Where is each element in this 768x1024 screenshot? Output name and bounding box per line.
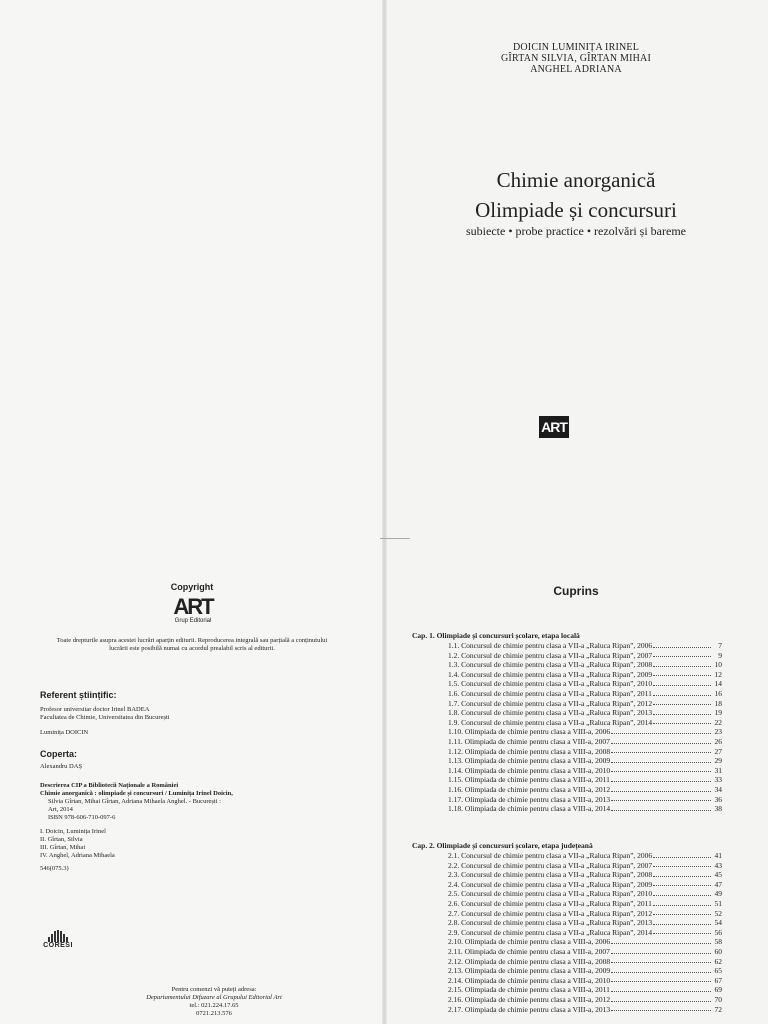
- toc-entry-label: 1.3. Concursul de chimie pentru clasa a VII-a „Raluca Ripan”, 2008: [448, 660, 653, 670]
- toc-entry-label: 2.6. Concursul de chimie pentru clasa a VII-a „Raluca Ripan”, 2011: [448, 898, 652, 908]
- toc-entry[interactable]: [448, 689, 722, 699]
- toc-leader-dots: [611, 937, 711, 944]
- toc-entry[interactable]: [448, 747, 722, 757]
- cip-index: IV. Anghel, Adriana Mihaela: [40, 852, 115, 859]
- coresi-bars-icon: [38, 930, 78, 942]
- order-line: Departamentului Difuzare al Grupului Editorial Art: [146, 994, 282, 1001]
- book-gutter: [382, 0, 387, 1024]
- toc-entry-label: 2.7. Concursul de chimie pentru clasa a VII-a „Raluca Ripan”, 2012: [448, 908, 653, 918]
- toc-entry-page: 47: [714, 879, 722, 889]
- order-line: Pentru comenzi vă puteți adresa:: [171, 986, 257, 993]
- book-subtitle: subiecte • probe practice • rezolvări și bareme: [466, 224, 686, 238]
- toc-entry-label: 1.11. Olimpiada de chimie pentru clasa a VIII-a, 2007: [448, 736, 610, 746]
- toc-entry-page: 69: [714, 985, 722, 995]
- toc-entry-label: 2.11. Olimpiada de chimie pentru clasa a VIII-a, 2007: [448, 946, 610, 956]
- toc-leader-dots: [653, 679, 711, 686]
- toc-entry-page: 72: [714, 1004, 722, 1014]
- toc-entry[interactable]: [448, 985, 722, 995]
- toc-entry-label: 1.13. Olimpiada de chimie pentru clasa a VIII-a, 2009: [448, 756, 611, 766]
- toc-leader-dots: [653, 718, 711, 725]
- toc-entry[interactable]: [448, 737, 722, 747]
- toc-entry-page: 26: [714, 736, 722, 746]
- toc-entry-page: 29: [714, 756, 722, 766]
- author-line: GÎRTAN SILVIA, GÎRTAN MIHAI: [501, 53, 651, 64]
- toc-entry-label: 1.8. Concursul de chimie pentru clasa a VII-a „Raluca Ripan”, 2013: [448, 708, 653, 718]
- toc-entry-page: 41: [714, 851, 722, 860]
- toc-entry-page: 34: [714, 784, 722, 794]
- toc-leader-dots: [653, 909, 711, 916]
- toc-entry-page: 70: [714, 994, 722, 1004]
- toc-entry[interactable]: [448, 651, 722, 661]
- toc-entry-label: 1.9. Concursul de chimie pentru clasa a VII-a „Raluca Ripan”, 2014: [448, 717, 653, 727]
- referent-line: Facultatea de Chimie, Universitatea din București: [40, 714, 170, 721]
- author-line: DOICIN LUMINIȚA IRINEL: [512, 42, 640, 53]
- toc-chapter-list: [448, 851, 722, 1014]
- toc-entry-label: 2.4. Concursul de chimie pentru clasa a VII-a „Raluca Ripan”, 2009: [448, 879, 653, 889]
- toc-entry-label: 1.10. Olimpiada de chimie pentru clasa a VIII-a, 2006: [448, 727, 611, 737]
- toc-leader-dots: [653, 689, 711, 696]
- toc-entry-label: 2.16. Olimpiada de chimie pentru clasa a VIII-a, 2012: [448, 994, 611, 1004]
- author-line: ANGHEL ADRIANA: [530, 64, 622, 75]
- toc-entry[interactable]: [448, 870, 722, 880]
- toc-entry-label: 2.5. Concursul de chimie pentru clasa a VII-a „Raluca Ripan”, 2010: [448, 889, 653, 899]
- toc-entry[interactable]: [448, 937, 722, 947]
- toc-leader-dots: [653, 660, 711, 667]
- toc-entry-label: 2.8. Concursul de chimie pentru clasa a VII-a „Raluca Ripan”, 2013: [448, 918, 653, 928]
- toc-entry-label: 1.7. Concursul de chimie pentru clasa a VII-a „Raluca Ripan”, 2012: [448, 698, 653, 708]
- toc-chapter-title: Cap. 2. Olimpiade și concursuri școlare, etapa județeană: [412, 841, 593, 850]
- toc-entry-label: 1.4. Concursul de chimie pentru clasa a VII-a „Raluca Ripan”, 2009: [448, 669, 653, 679]
- toc-leader-dots: [653, 708, 711, 715]
- toc-entry-page: 31: [714, 765, 722, 775]
- toc-leader-dots: [653, 899, 711, 906]
- toc-leader-dots: [611, 756, 711, 763]
- author-credit: Luminița DOICIN: [40, 729, 89, 736]
- toc-entry-label: 1.2. Concursul de chimie pentru clasa a VII-a „Raluca Ripan”, 2007: [448, 650, 653, 660]
- toc-leader-dots: [611, 985, 711, 992]
- cip-line: Silvia Gîrtan, Mihai Gîrtan, Adriana Mihaela Anghel. - București :: [48, 798, 221, 805]
- toc-leader-dots: [653, 651, 711, 658]
- toc-entry-page: 36: [714, 794, 722, 804]
- toc-entry[interactable]: [448, 795, 722, 805]
- toc-entry-page: 49: [714, 889, 722, 899]
- toc-leader-dots: [653, 670, 711, 677]
- coperta-heading: Coperta:: [40, 749, 78, 759]
- toc-entry[interactable]: [448, 641, 722, 651]
- toc-entry-label: 2.3. Concursul de chimie pentru clasa a VII-a „Raluca Ripan”, 2008: [448, 870, 653, 880]
- toc-entry-label: 2.15. Olimpiada de chimie pentru clasa a VIII-a, 2011: [448, 985, 610, 995]
- toc-leader-dots: [653, 870, 711, 877]
- toc-entry[interactable]: [448, 928, 722, 938]
- toc-entry-page: 18: [714, 698, 722, 708]
- toc-entry-page: 12: [714, 669, 722, 679]
- toc-leader-dots: [653, 699, 711, 706]
- toc-entry-label: 1.1. Concursul de chimie pentru clasa a VII-a „Raluca Ripan”, 2006: [448, 641, 653, 650]
- copyright-heading: Copyright: [170, 582, 214, 592]
- toc-entry[interactable]: [448, 851, 722, 861]
- coresi-text: CORESI: [43, 942, 73, 949]
- toc-entry[interactable]: [448, 909, 722, 919]
- toc-leader-dots: [611, 737, 711, 744]
- toc-entry[interactable]: [448, 718, 722, 728]
- toc-leader-dots: [653, 641, 711, 648]
- toc-entry-page: 19: [714, 708, 722, 718]
- toc-leader-dots: [653, 880, 711, 887]
- toc-leader-dots: [653, 889, 711, 896]
- book-title-line2: Olimpiade și concursuri: [475, 198, 677, 222]
- toc-entry-label: 1.12. Olimpiada de chimie pentru clasa a VIII-a, 2008: [448, 746, 611, 756]
- toc-entry-label: 1.14. Olimpiada de chimie pentru clasa a VIII-a, 2010: [448, 765, 611, 775]
- toc-leader-dots: [611, 966, 711, 973]
- toc-leader-dots: [611, 1005, 711, 1012]
- toc-entry-label: 2.9. Concursul de chimie pentru clasa a VII-a „Raluca Ripan”, 2014: [448, 927, 653, 937]
- toc-entry-page: 9: [718, 650, 722, 660]
- toc-entry[interactable]: [448, 995, 722, 1005]
- toc-entry[interactable]: [448, 670, 722, 680]
- toc-entry[interactable]: [448, 756, 722, 766]
- toc-entry-label: 1.18. Olimpiada de chimie pentru clasa a VIII-a, 2014: [448, 804, 611, 814]
- cip-line: Chimie anorganică : olimpiade și concursuri / Luminița Irinel Doicin,: [40, 790, 233, 797]
- toc-entry-page: 27: [714, 746, 722, 756]
- toc-entry[interactable]: [448, 785, 722, 795]
- referent-heading: Referent științific:: [40, 690, 117, 700]
- toc-entry-page: 56: [714, 927, 722, 937]
- toc-leader-dots: [611, 804, 711, 811]
- toc-entry[interactable]: [448, 918, 722, 928]
- toc-entry-page: 67: [714, 975, 722, 985]
- toc-leader-dots: [611, 995, 711, 1002]
- toc-entry-page: 7: [718, 641, 722, 650]
- toc-entry-label: 2.10. Olimpiada de chimie pentru clasa a VIII-a, 2006: [448, 937, 611, 947]
- order-line: 0721.213.576: [196, 1010, 232, 1017]
- toc-entry-page: 23: [714, 727, 722, 737]
- toc-entry[interactable]: [448, 775, 722, 785]
- toc-entry[interactable]: [448, 889, 722, 899]
- coresi-logo: [38, 930, 78, 949]
- art-logo-text: ART: [173, 594, 213, 619]
- toc-entry-label: 2.14. Olimpiada de chimie pentru clasa a VIII-a, 2010: [448, 975, 611, 985]
- toc-heading: Cuprins: [553, 584, 599, 598]
- order-line: tel.: 021.224.17.65: [189, 1002, 239, 1009]
- toc-leader-dots: [653, 928, 711, 935]
- toc-entry-page: 60: [714, 946, 722, 956]
- toc-leader-dots: [611, 795, 711, 802]
- toc-entry-page: 10: [714, 660, 722, 670]
- toc-chapter-title: Cap. 1. Olimpiade și concursuri școlare, etapa locală: [412, 631, 580, 640]
- toc-entry[interactable]: [448, 727, 722, 737]
- order-info: [84, 986, 344, 1018]
- toc-entry[interactable]: [448, 861, 722, 871]
- toc-entry-page: 16: [714, 688, 722, 698]
- cip-class: 546(075.3): [40, 865, 69, 872]
- toc-entry-page: 45: [714, 870, 722, 880]
- toc-leader-dots: [611, 766, 711, 773]
- toc-entry[interactable]: [448, 947, 722, 957]
- toc-leader-dots: [611, 957, 711, 964]
- toc-entry-page: 22: [714, 717, 722, 727]
- toc-leader-dots: [611, 947, 711, 954]
- toc-entry-label: 1.17. Olimpiada de chimie pentru clasa a VIII-a, 2013: [448, 794, 611, 804]
- toc-entry[interactable]: [448, 880, 722, 890]
- toc-entry-label: 1.5. Concursul de chimie pentru clasa a VII-a „Raluca Ripan”, 2010: [448, 679, 653, 689]
- cip-index: III. Gîrtan, Mihai: [40, 844, 86, 851]
- toc-entry-label: 2.12. Olimpiada de chimie pentru clasa a VIII-a, 2008: [448, 956, 611, 966]
- rights-notice: Toate drepturile asupra acestei lucrări aparțin editurii. Reproducerea integrală sau parțială a conținutului lucrării este posibilă numai cu acordul prealabil scris al editurii.: [56, 637, 328, 652]
- toc-entry-page: 62: [714, 956, 722, 966]
- toc-leader-dots: [611, 785, 711, 792]
- toc-leader-dots: [653, 918, 711, 925]
- toc-entry-page: 58: [714, 937, 722, 947]
- art-logo: [171, 596, 215, 625]
- toc-entry[interactable]: [448, 660, 722, 670]
- toc-entry[interactable]: [448, 699, 722, 709]
- toc-entry[interactable]: [448, 708, 722, 718]
- toc-leader-dots: [653, 861, 711, 868]
- toc-leader-dots: [611, 775, 711, 782]
- coperta-name: Alexandru DAȘ: [40, 763, 83, 770]
- toc-entry-page: 38: [714, 804, 722, 814]
- toc-entry[interactable]: [448, 766, 722, 776]
- art-logo-subtext: Grup Editorial: [174, 618, 212, 624]
- toc-entry-page: 51: [714, 898, 722, 908]
- toc-entry-label: 2.17. Olimpiada de chimie pentru clasa a VIII-a, 2013: [448, 1004, 611, 1014]
- toc-entry[interactable]: [448, 966, 722, 976]
- cip-line: Art, 2014: [48, 806, 73, 813]
- toc-chapter-list: [448, 641, 722, 814]
- toc-entry-page: 43: [714, 860, 722, 870]
- toc-entry-label: 2.13. Olimpiada de chimie pentru clasa a VIII-a, 2009: [448, 966, 611, 976]
- toc-entry-page: 54: [714, 918, 722, 928]
- toc-entry[interactable]: [448, 957, 722, 967]
- referent-line: Profesor universitar doctor Irinel BADEA: [40, 706, 150, 713]
- toc-entry-page: 65: [714, 966, 722, 976]
- publisher-logo: ART: [539, 416, 569, 438]
- toc-entry-label: 1.16. Olimpiada de chimie pentru clasa a VIII-a, 2012: [448, 784, 611, 794]
- cip-isbn: ISBN 978-606-710-097-6: [48, 814, 116, 821]
- toc-entry-label: 2.2. Concursul de chimie pentru clasa a VII-a „Raluca Ripan”, 2007: [448, 860, 653, 870]
- cip-index: II. Gîrtan, Silvia: [40, 836, 83, 843]
- toc-entry[interactable]: [448, 804, 722, 814]
- toc-entry[interactable]: [448, 679, 722, 689]
- toc-leader-dots: [611, 727, 711, 734]
- book-title: Chimie anorganică: [496, 168, 656, 192]
- cip-line: Descrierea CIP a Bibliotecii Naționale a României: [40, 782, 179, 789]
- toc-leader-dots: [611, 976, 711, 983]
- cip-index: I. Doicin, Luminița Irinel: [40, 828, 106, 835]
- toc-entry[interactable]: [448, 899, 722, 909]
- toc-leader-dots: [611, 747, 711, 754]
- page-edge-mark: [380, 538, 410, 539]
- toc-entry[interactable]: [448, 976, 722, 986]
- toc-entry-label: 2.1. Concursul de chimie pentru clasa a VII-a „Raluca Ripan”, 2006: [448, 851, 653, 860]
- toc-entry[interactable]: [448, 1005, 722, 1015]
- toc-entry-page: 14: [714, 679, 722, 689]
- toc-entry-page: 52: [714, 908, 722, 918]
- toc-entry-label: 1.15. Olimpiada de chimie pentru clasa a VIII-a, 2011: [448, 775, 610, 785]
- authors-block: [384, 42, 768, 75]
- toc-entry-page: 33: [714, 775, 722, 785]
- toc-entry-label: 1.6. Concursul de chimie pentru clasa a VII-a „Raluca Ripan”, 2011: [448, 688, 652, 698]
- toc-leader-dots: [653, 851, 711, 858]
